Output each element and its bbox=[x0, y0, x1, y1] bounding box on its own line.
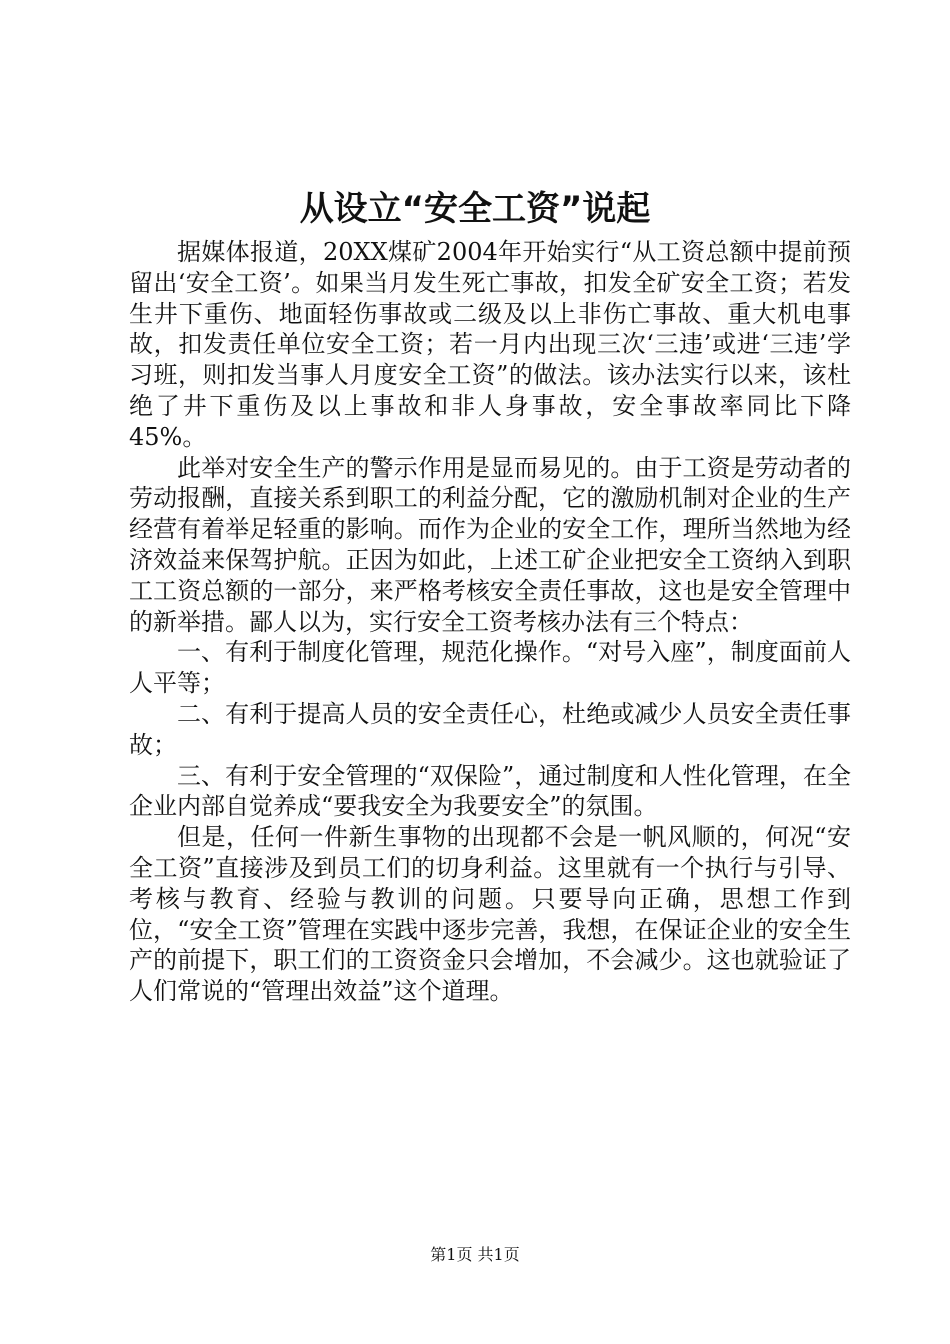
paragraph-3: 一、有利于制度化管理，规范化操作。“对号入座”，制度面前人人平等； bbox=[129, 638, 851, 698]
paragraph-6: 但是，任何一件新生事物的出现都不会是一帆风顺的，何况“安全工资”直接涉及到员工们的切身利益。这里就有一个执行与引导、考核与教育、经验与教训的问题。只要导向正确，思想工作到位，“安全工资”管理在实践中逐步完善，我想，在保证企业的安全生产的前提下，职工们的工资资金只会增加，不会减少。这也就验证了人们常说的“管理出效益”这个道理。 bbox=[129, 823, 851, 1006]
document-title: 从设立“安全工资”说起 bbox=[299, 189, 651, 229]
paragraph-4: 二、有利于提高人员的安全责任心，杜绝或减少人员安全责任事故； bbox=[129, 699, 851, 759]
paragraph-5: 三、有利于安全管理的“双保险”，通过制度和人性化管理，在全企业内部自觉养成“要我安全为我要安全”的氛围。 bbox=[129, 761, 851, 821]
paragraph-1: 据媒体报道，20XX煤矿2004年开始实行“从工资总额中提前预留出‘安全工资’。如果当月发生死亡事故，扣发全矿安全工资；若发生井下重伤、地面轻伤事故或二级及以上非伤亡事故、重大机电事故，扣发责任单位安全工资；若一月内出现三次‘三违’或进‘三违’学习班，则扣发当事人月度安全工资”的做法。该办法实行以来，该杜绝了井下重伤及以上事故和非人身事故，安全事故率同比下降45%。 bbox=[129, 238, 851, 451]
page-footer: 第1页 共1页 bbox=[430, 1245, 520, 1264]
paragraph-2: 此举对安全生产的警示作用是显而易见的。由于工资是劳动者的劳动报酬，直接关系到职工的利益分配，它的激励机制对企业的生产经营有着举足轻重的影响。而作为企业的安全工作，理所当然地为经济效益来保驾护航。正因为如此，上述工矿企业把安全工资纳入到职工工资总额的一部分，来严格考核安全责任事故，这也是安全管理中的新举措。鄙人以为，实行安全工资考核办法有三个特点： bbox=[129, 453, 851, 636]
document-body bbox=[129, 237, 851, 1007]
